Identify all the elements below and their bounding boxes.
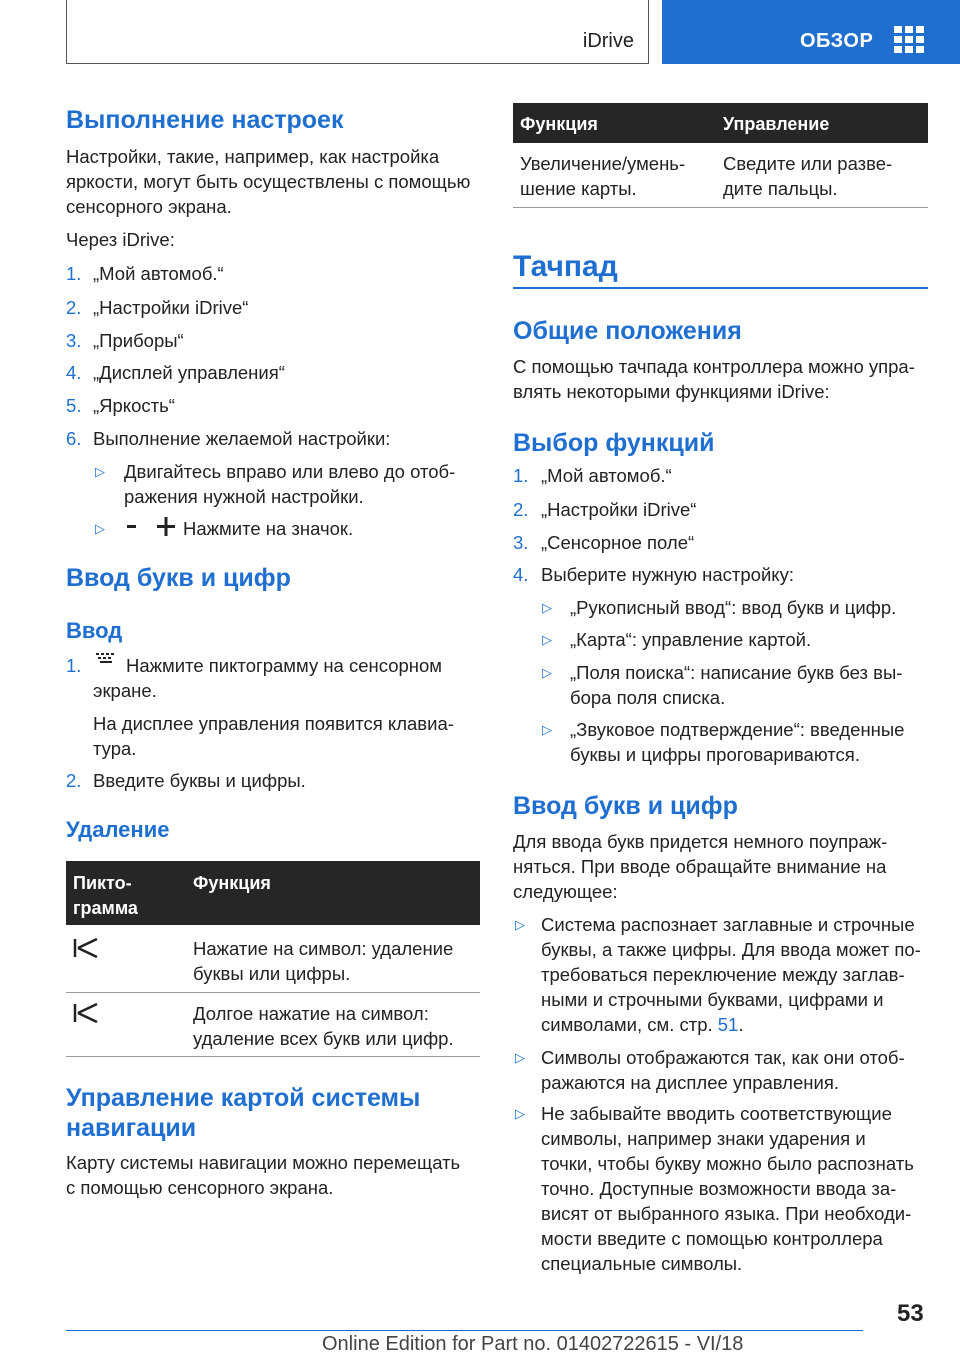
heading-general: Общие положения [513, 317, 742, 345]
input-step-text: тура. [93, 738, 137, 759]
step-text: „Дисплей управления“ [93, 362, 285, 383]
heading-map: Управление картой системы [66, 1084, 421, 1112]
bullet-text: мости введите с помощью контроллера [541, 1228, 883, 1249]
intro-line-1: Настройки, такие, например, как настройка [66, 146, 440, 167]
col-pictogram: Пикто- [73, 873, 132, 893]
triangle-bullet-icon: ▷ [542, 722, 552, 737]
subheading-delete: Удаление [66, 817, 170, 842]
step-number: 5. [66, 395, 82, 416]
table-cell: шение карты. [520, 178, 637, 199]
footer-edition: Online Edition for Part no. 01402722615 - VI/18 [322, 1333, 744, 1355]
step-number: 2. [66, 297, 82, 318]
map-text: с помощью сенсорного экрана. [66, 1177, 334, 1198]
step-text: „Приборы“ [93, 330, 184, 351]
keyboard-icon [95, 651, 117, 669]
table-cell: удаление всех букв или цифр. [193, 1028, 454, 1049]
intro-line-2: яркости, могут быть осуществлены с помощью [66, 171, 471, 192]
via-idrive: Через iDrive: [66, 229, 175, 250]
step-text: „Настройки iDrive“ [93, 297, 249, 318]
table-divider [66, 1056, 480, 1057]
backspace-icon [73, 938, 99, 958]
bullet-text: требоваться переключение между заглав- [541, 964, 905, 985]
step-number: 1. [66, 263, 82, 284]
step-number: 1. [66, 655, 82, 676]
input-step-text: Введите буквы и цифры. [93, 770, 306, 791]
intro-line-3: сенсорного экрана. [66, 196, 232, 217]
step-number: 6. [66, 428, 82, 449]
triangle-bullet-icon: ▷ [515, 917, 525, 932]
table-cell: Нажатие на символ: удаление [193, 938, 454, 959]
subheading-input: Ввод [66, 618, 123, 643]
triangle-bullet-icon: ▷ [95, 521, 105, 536]
map-text: Карту системы навигации можно перемещать [66, 1152, 461, 1173]
bullet-text: точно. Доступные возможности ввода за- [541, 1178, 897, 1199]
bullet-text: Не забывайте вводить соответствующие [541, 1103, 892, 1124]
input-text: следующее: [513, 881, 618, 902]
heading-underline [513, 287, 928, 289]
sub-bullet-text: „Поля поиска“: написание букв без вы- [570, 662, 903, 683]
table-divider [66, 992, 480, 993]
sub-bullet-text: Двигайтесь вправо или влево до отоб- [124, 461, 456, 482]
sub-bullet-text: ражения нужной настройки. [124, 486, 364, 507]
table-cell: Увеличение/умень- [520, 153, 686, 174]
header-box [66, 0, 649, 64]
table-cell: Долгое нажатие на символ: [193, 1003, 429, 1024]
col-function: Функция [520, 114, 598, 134]
step-text: Выполнение желаемой настройки: [93, 428, 391, 449]
heading-settings: Выполнение настроек [66, 106, 344, 134]
bullet-text: ражаются на дисплее управления. [541, 1072, 839, 1093]
triangle-bullet-icon: ▷ [515, 1050, 525, 1065]
table-cell: Сведите или разве- [723, 153, 893, 174]
bullet-text: точки, чтобы букву можно было распознать [541, 1153, 914, 1174]
grid-icon [894, 26, 924, 53]
step-text: Выберите нужную настройку: [541, 564, 794, 585]
minus-plus-icon [124, 515, 176, 537]
sub-bullet-text: „Рукописный ввод“: ввод букв и цифр. [570, 597, 897, 618]
bullet-text [541, 1012, 743, 1037]
page-number: 53 [897, 1300, 924, 1327]
step-number: 1. [513, 465, 529, 486]
triangle-bullet-icon: ▷ [542, 632, 552, 647]
input-text: Для ввода букв придется немного поупраж- [513, 831, 888, 852]
input-step-text: На дисплее управления появится клавиа- [93, 713, 454, 734]
step-text: „Мой автомоб.“ [541, 465, 672, 486]
heading-map: навигации [66, 1114, 197, 1142]
step-number: 3. [66, 330, 82, 351]
step-number: 2. [513, 499, 529, 520]
triangle-bullet-icon: ▷ [515, 1106, 525, 1121]
heading-input: Ввод букв и цифр [513, 792, 738, 820]
step-number: 4. [513, 564, 529, 585]
sub-bullet-text: „Карта“: управление картой. [570, 629, 812, 650]
triangle-bullet-icon: ▷ [542, 665, 552, 680]
tab-overview-label: ОБЗОР [800, 30, 874, 52]
table-divider [513, 207, 928, 208]
table-cell: буквы или цифры. [193, 963, 351, 984]
step-number: 2. [66, 770, 82, 791]
bullet-text-part: символами, см. стр. [541, 1014, 713, 1035]
heading-touchpad: Тачпад [513, 250, 618, 283]
triangle-bullet-icon: ▷ [95, 464, 105, 479]
footer-divider [66, 1330, 863, 1331]
delete-table-header [66, 861, 480, 925]
input-step-text: экране. [93, 680, 157, 701]
sub-bullet-text: Нажмите на значок. [183, 518, 354, 539]
triangle-bullet-icon: ▷ [542, 600, 552, 615]
col-control: Управление [723, 114, 830, 134]
sub-bullet-text: буквы и цифры проговариваются. [570, 744, 860, 765]
heading-input-letters: Ввод букв и цифр [66, 564, 291, 592]
tab-overview[interactable] [662, 0, 960, 64]
general-text: влять некоторыми функциями iDrive: [513, 381, 830, 402]
table-cell: дите пальцы. [723, 178, 838, 199]
step-text: „Настройки iDrive“ [541, 499, 697, 520]
page-link[interactable]: 51 [717, 1014, 739, 1035]
input-step-text: Нажмите пиктограмму на сенсорном [126, 655, 442, 676]
bullet-text: висят от выбранного языка. При необходи- [541, 1203, 912, 1224]
col-function: Функция [193, 873, 271, 893]
header-section: iDrive [582, 30, 634, 52]
bullet-text: символы, например знаки ударения и [541, 1128, 866, 1149]
bullet-text-period: . [738, 1014, 744, 1035]
col-pictogram: грамма [73, 898, 138, 918]
bullet-text: специальные символы. [541, 1253, 743, 1274]
heading-select: Выбор функций [513, 429, 715, 457]
bullet-text: Система распознает заглавные и строчные [541, 914, 915, 935]
step-number: 4. [66, 362, 82, 383]
step-text: „Сенсорное поле“ [541, 532, 695, 553]
backspace-icon [73, 1003, 99, 1023]
bullet-text: ными и строчными буквами, цифрами и [541, 989, 884, 1010]
general-text: С помощью тачпада контроллера можно упра- [513, 356, 915, 377]
sub-bullet-text: „Звуковое подтверждение“: введенные [570, 719, 905, 740]
step-text: „Яркость“ [93, 395, 175, 416]
bullet-text: Символы отображаются так, как они отоб- [541, 1047, 905, 1068]
step-number: 3. [513, 532, 529, 553]
step-text: „Мой автомоб.“ [93, 263, 224, 284]
bullet-text: буквы, а также цифры. Для ввода может по- [541, 939, 921, 960]
sub-bullet-text: бора поля списка. [570, 687, 726, 708]
input-text: няться. При вводе обращайте внимание на [513, 856, 887, 877]
map-table-header [513, 103, 928, 143]
